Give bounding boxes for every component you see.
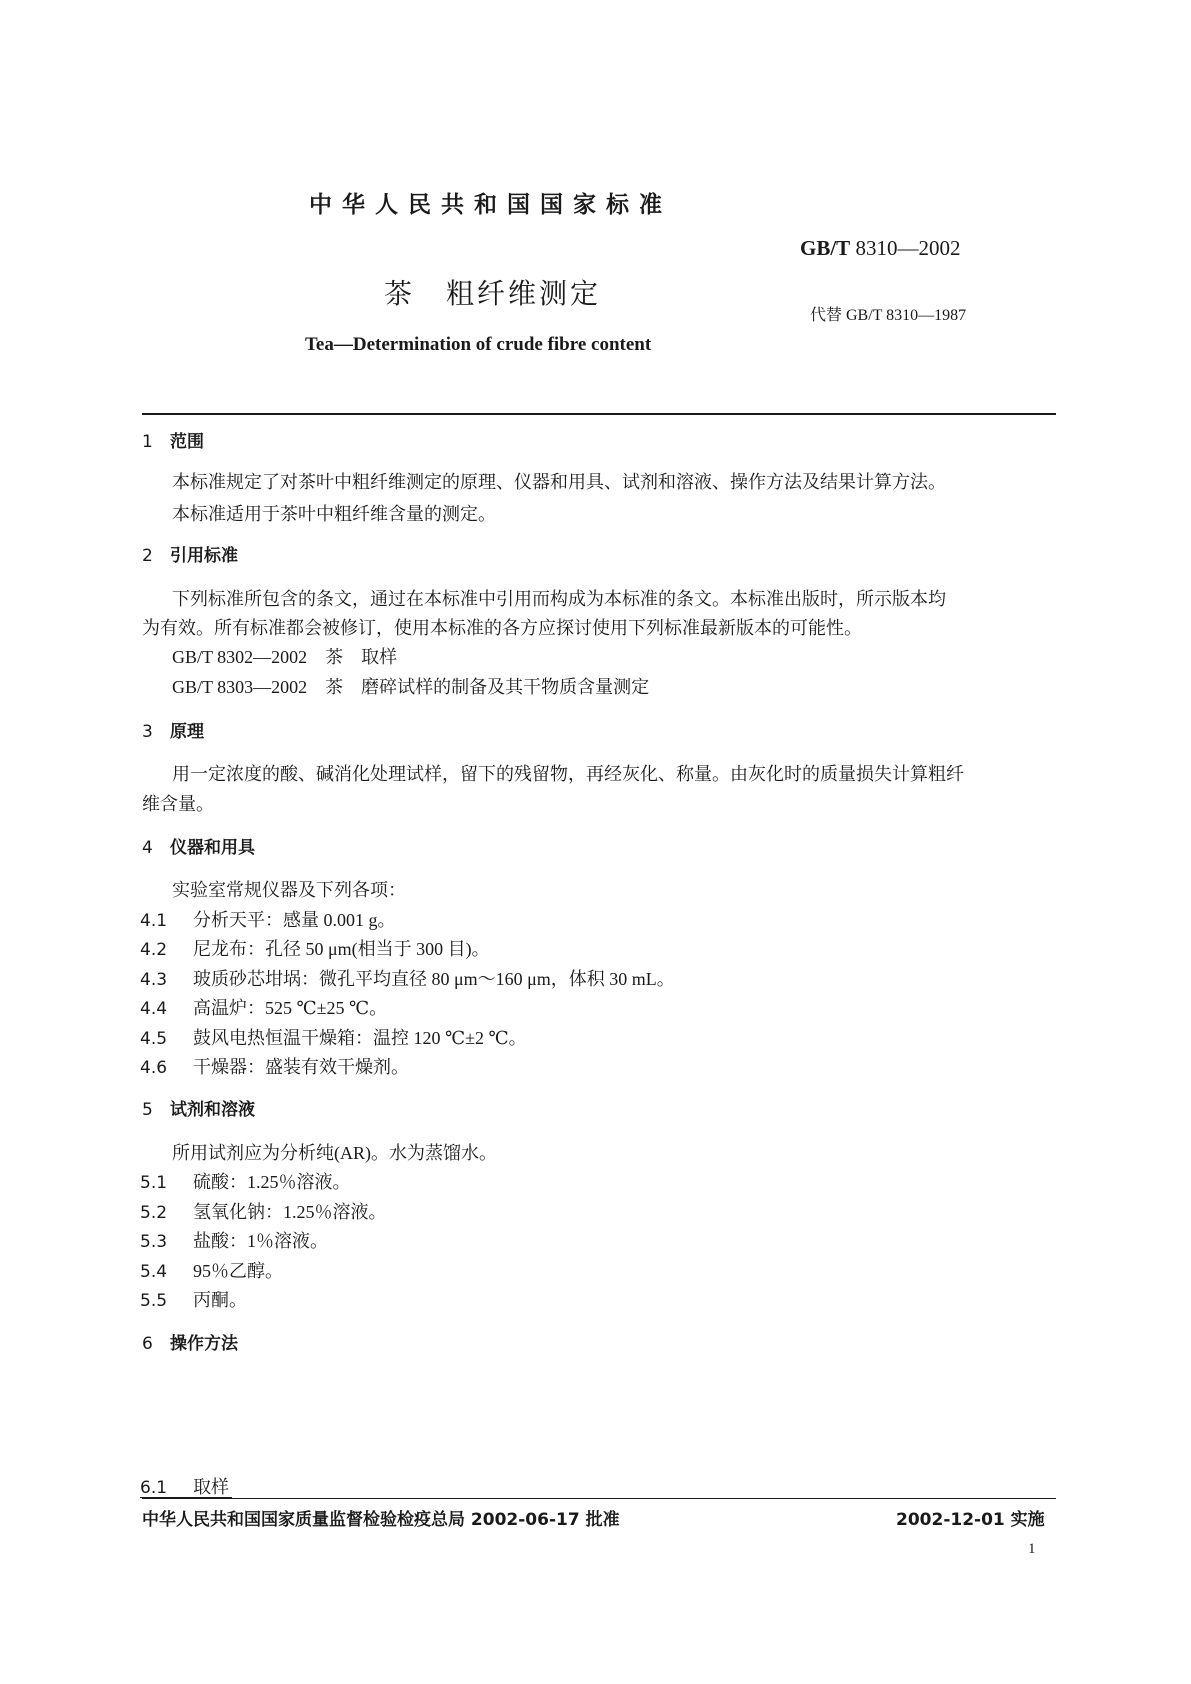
item-text: 盐酸：1％溶液。 xyxy=(193,1231,328,1251)
standard-code-number: 8310—2002 xyxy=(855,236,961,260)
section-title: 试剂和溶液 xyxy=(170,1100,255,1120)
section-5-intro: 所用试剂应为分析纯(AR)。水为蒸馏水。 xyxy=(172,1143,497,1163)
section-number: 2 xyxy=(142,546,153,566)
item-number: 4.1 xyxy=(140,911,168,931)
section-number: 3 xyxy=(142,722,153,742)
item-text: 干燥器：盛装有效干燥剂。 xyxy=(193,1057,409,1077)
document-title-cn: 茶 粗纤维测定 xyxy=(384,277,602,310)
section-4-heading xyxy=(142,833,255,858)
replaces-standard: 代替 GB/T 8310—1987 xyxy=(810,307,967,324)
list-item xyxy=(140,1198,387,1224)
item-text: 氢氧化钠：1.25％溶液。 xyxy=(193,1202,387,1222)
list-item xyxy=(140,994,387,1020)
list-item xyxy=(140,935,490,961)
item-text: 分析天平：感量 0.001 g。 xyxy=(193,910,396,930)
standard-code-prefix: GB/T xyxy=(800,236,851,260)
section-title: 操作方法 xyxy=(170,1334,238,1354)
section-1-paragraph-2: 本标准适用于茶叶中粗纤维含量的测定。 xyxy=(172,504,496,524)
section-4-intro: 实验室常规仪器及下列各项： xyxy=(172,880,406,900)
section-number: 6 xyxy=(142,1334,153,1354)
section-3-paragraph-line-1: 用一定浓度的酸、碱消化处理试样，留下的残留物，再经灰化、称量。由灰化时的质量损失计算粗纤 xyxy=(172,764,964,784)
footer-divider xyxy=(142,1498,1056,1499)
item-number: 4.4 xyxy=(140,999,168,1019)
item-number: 5.5 xyxy=(140,1291,168,1311)
list-item xyxy=(140,1024,527,1050)
list-item xyxy=(140,965,675,991)
document-title-en: Tea—Determination of crude fibre content xyxy=(305,334,652,355)
item-number: 4.5 xyxy=(140,1029,168,1049)
list-item xyxy=(140,1168,351,1194)
list-item xyxy=(140,1227,328,1253)
section-1-paragraph-1: 本标准规定了对茶叶中粗纤维测定的原理、仪器和用具、试剂和溶液、操作方法及结果计算方法。 xyxy=(172,472,946,492)
item-number: 5.4 xyxy=(140,1262,168,1282)
item-number: 5.3 xyxy=(140,1232,168,1252)
section-title: 引用标准 xyxy=(170,546,238,566)
item-text: 鼓风电热恒温干燥箱：温控 120 ℃±2 ℃。 xyxy=(193,1028,527,1048)
section-title: 原理 xyxy=(170,722,204,742)
agency-title: 中华人民共和国国家标准 xyxy=(309,192,672,218)
section-title: 仪器和用具 xyxy=(170,838,255,858)
section-title: 范围 xyxy=(170,432,204,452)
item-number: 4.3 xyxy=(140,970,168,990)
section-number: 1 xyxy=(142,432,153,452)
item-number: 5.1 xyxy=(140,1173,168,1193)
section-2-paragraph-line-1: 下列标准所包含的条文，通过在本标准中引用而构成为本标准的条文。本标准出版时，所示版本均 xyxy=(172,589,946,609)
item-text: 95％乙醇。 xyxy=(193,1261,283,1281)
reference-standard: GB/T 8302—2002 茶 取样 xyxy=(172,647,398,667)
item-text: 玻质砂芯坩埚：微孔平均直径 80 μm～160 μm，体积 30 mL。 xyxy=(193,969,675,989)
section-1-heading xyxy=(142,427,204,452)
item-number: 5.2 xyxy=(140,1203,168,1223)
item-number: 4.2 xyxy=(140,940,168,960)
section-5-heading xyxy=(142,1095,255,1120)
standard-code xyxy=(800,236,960,261)
section-3-paragraph-line-2: 维含量。 xyxy=(142,794,214,814)
list-item xyxy=(140,1473,229,1499)
item-text: 取样 xyxy=(193,1477,229,1497)
section-2-heading xyxy=(142,541,238,566)
item-text: 尼龙布：孔径 50 μm(相当于 300 目)。 xyxy=(193,939,490,959)
list-item xyxy=(140,1286,247,1312)
section-number: 4 xyxy=(142,838,153,858)
list-item xyxy=(140,1053,409,1079)
approval-authority: 中华人民共和国国家质量监督检验检疫总局 2002-06-17 批准 xyxy=(142,1510,620,1530)
section-2-paragraph-line-2: 为有效。所有标准都会被修订，使用本标准的各方应探讨使用下列标准最新版本的可能性。 xyxy=(142,618,862,638)
item-text: 硫酸：1.25％溶液。 xyxy=(193,1172,351,1192)
section-number: 5 xyxy=(142,1100,153,1120)
section-3-heading xyxy=(142,717,204,742)
item-number: 4.6 xyxy=(140,1058,168,1078)
effective-date: 2002-12-01 实施 xyxy=(896,1510,1045,1530)
item-number: 6.1 xyxy=(140,1478,168,1498)
page-number: 1 xyxy=(1028,1541,1036,1557)
header-divider xyxy=(142,413,1056,415)
section-6-heading xyxy=(142,1329,238,1354)
item-text: 丙酮。 xyxy=(193,1290,247,1310)
list-item xyxy=(140,1257,283,1283)
list-item xyxy=(140,906,396,932)
item-text: 高温炉：525 ℃±25 ℃。 xyxy=(193,998,388,1018)
reference-standard: GB/T 8303—2002 茶 磨碎试样的制备及其干物质含量测定 xyxy=(172,677,650,697)
